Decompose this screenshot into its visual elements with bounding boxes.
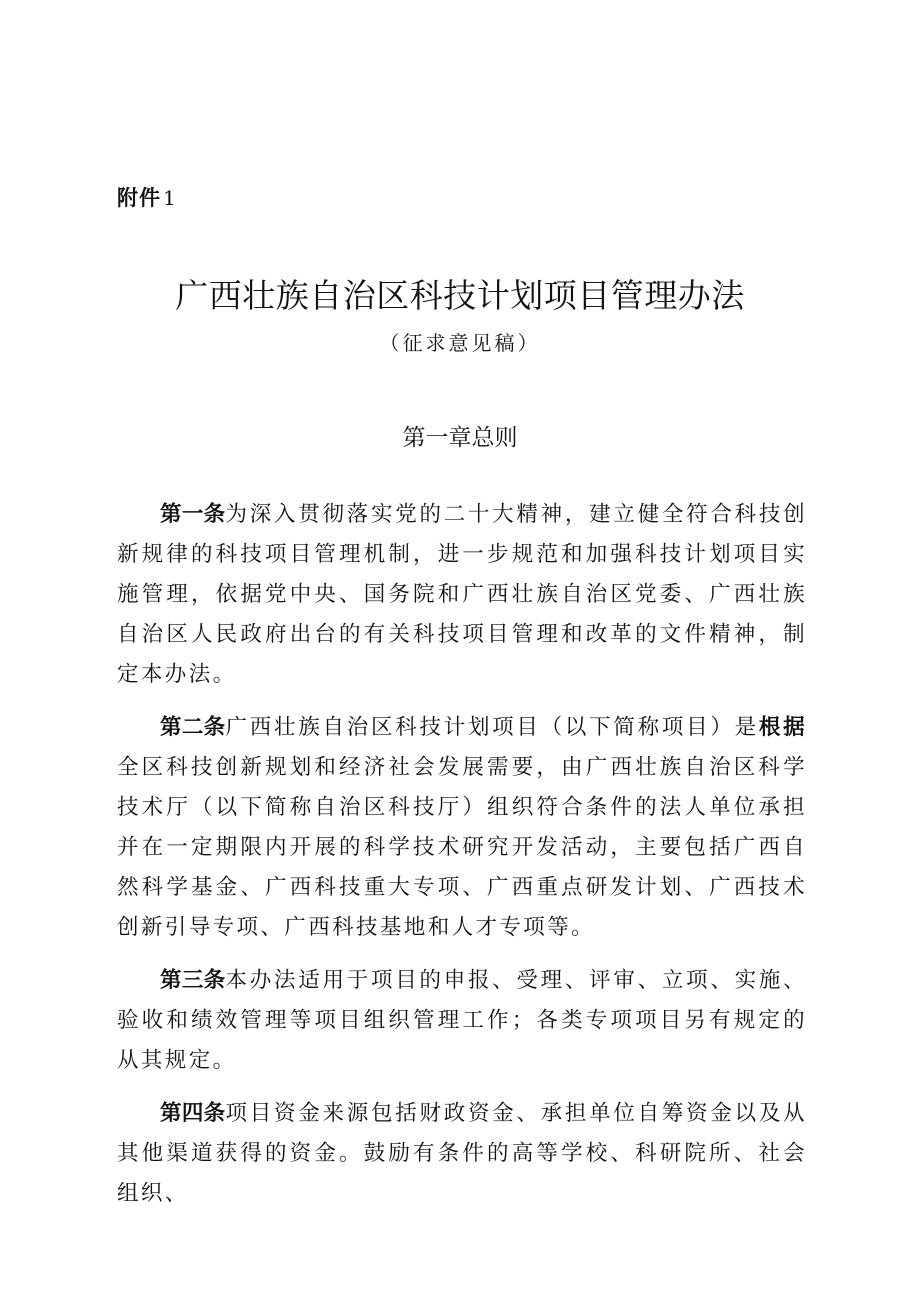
article-text: 为深入贯彻落实党的二十大精神，建立健全符合科技创新规律的科技项目管理机制，进一步规范和加强科技计划项目实施管理，依据党中央、国务院和广西壮族自治区党委、广西壮族自治区人民政府出台的有关科技项目管理和改革的文件精神，制定本办法。 — [117, 502, 807, 687]
article-1 — [117, 495, 807, 695]
article-label: 第四条 — [160, 1101, 226, 1126]
attachment-label — [117, 182, 177, 212]
article-3 — [117, 961, 807, 1081]
article-label: 第一条 — [160, 502, 226, 527]
article-text: 项目资金来源包括财政资金、承担单位自筹资金以及从其他渠道获得的资金。鼓励有条件的高等学校、科研院所、社会组织、 — [117, 1101, 807, 1206]
attachment-number: 1 — [163, 186, 177, 210]
article-text: 广西壮族自治区科技计划项目（以下简称项目）是 — [225, 715, 759, 740]
article-4 — [117, 1094, 807, 1214]
article-label: 第三条 — [160, 968, 226, 993]
document-subtitle: （征求意见稿） — [379, 331, 541, 355]
document-body — [117, 495, 807, 1227]
attachment-label-text: 附件 — [117, 186, 161, 210]
article-text-emphasis: 根据 — [758, 715, 807, 740]
article-text: 本办法适用于项目的申报、受理、评审、立项、实施、验收和绩效管理等项目组织管理工作；各类专项项目另有规定的从其规定。 — [117, 968, 807, 1073]
article-2 — [117, 708, 807, 948]
article-text: 全区科技创新规划和经济社会发展需要，由广西壮族自治区科学技术厅（以下简称自治区科技厅）组织符合条件的法人单位承担并在一定期限内开展的科学技术研究开发活动，主要包括广西自然科学基金、广西科技重大专项、广西重点研发计划、广西技术创新引导专项、广西科技基地和人才专项等。 — [117, 755, 807, 940]
chapter-title: 第一章总则 — [402, 425, 518, 451]
document-title: 广西壮族自治区科技计划项目管理办法 — [175, 276, 745, 315]
article-label: 第二条 — [160, 715, 226, 740]
